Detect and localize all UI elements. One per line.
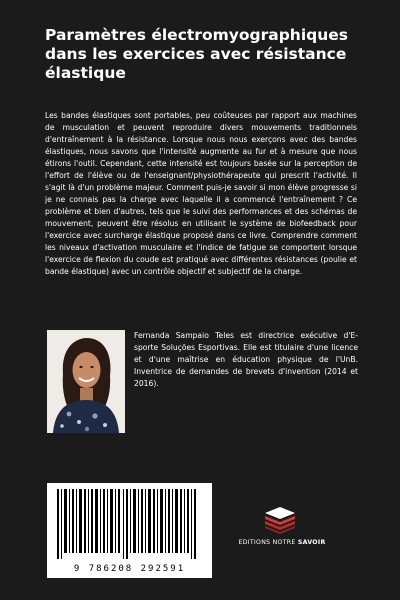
author-bio: Fernanda Sampaio Teles est directrice exécutive d'E-sporte Soluções Esportivas. Elle est titulaire d'une licence et d'une maîtrise en éducation physique de l'UnB. Inventrice de demandes de brevets d'invention (2014 et 2016). [134, 331, 358, 388]
author-photo [47, 330, 125, 433]
publisher-prefix: EDITIONS NOTRE [238, 539, 296, 546]
isbn-digits: 9 786208 292591 [73, 564, 186, 574]
author-portrait-image [47, 330, 125, 433]
barcode-bars [53, 489, 206, 559]
book-description: Les bandes élastiques sont portables, peu coûteuses par rapport aux machines de musculation et peuvent reproduire divers mouvements traditionnels d'entraînement à la résistance. Lorsque nous nous exerçons avec des bandes élastiques, nous savons que l'intensité augmente au fur et à mesure que nous étirons l'outil. Cependant, cette intensité est toujours basée sur la perception de l'effort de l'élève ou de l'enseignant/physiothérapeute qui prescrit l'activité. Il s'agit là d'un problème majeur. Comment puis-je savoir si mon élève progresse si je ne connais pas la charge avec laquelle il a commencé l'entraînement ? Ce problème et bien d'autres, tels que le suivi des performances et des schémas de mouvement, peuvent être résolus en utilisant le système de biofeedback pour l'exercice avec surcharge élastique proposé dans ce livre. Comprendre comment les niveaux d'activation musculaire et l'indice de fatigue se comportent lorsque l'exercice de flexion du coude est pratiqué avec différentes résistances (poulie et bande élastique) avec un contrôle objectif et subjectif de la charge. [45, 111, 357, 276]
isbn-barcode [47, 483, 212, 578]
book-stack-logo-icon [261, 503, 299, 535]
publisher-suffix: SAVOIR [297, 539, 326, 546]
book-title: Paramètres électromyographiques dans les exercices avec résistance élastique [45, 26, 348, 82]
publisher-name [232, 539, 332, 546]
